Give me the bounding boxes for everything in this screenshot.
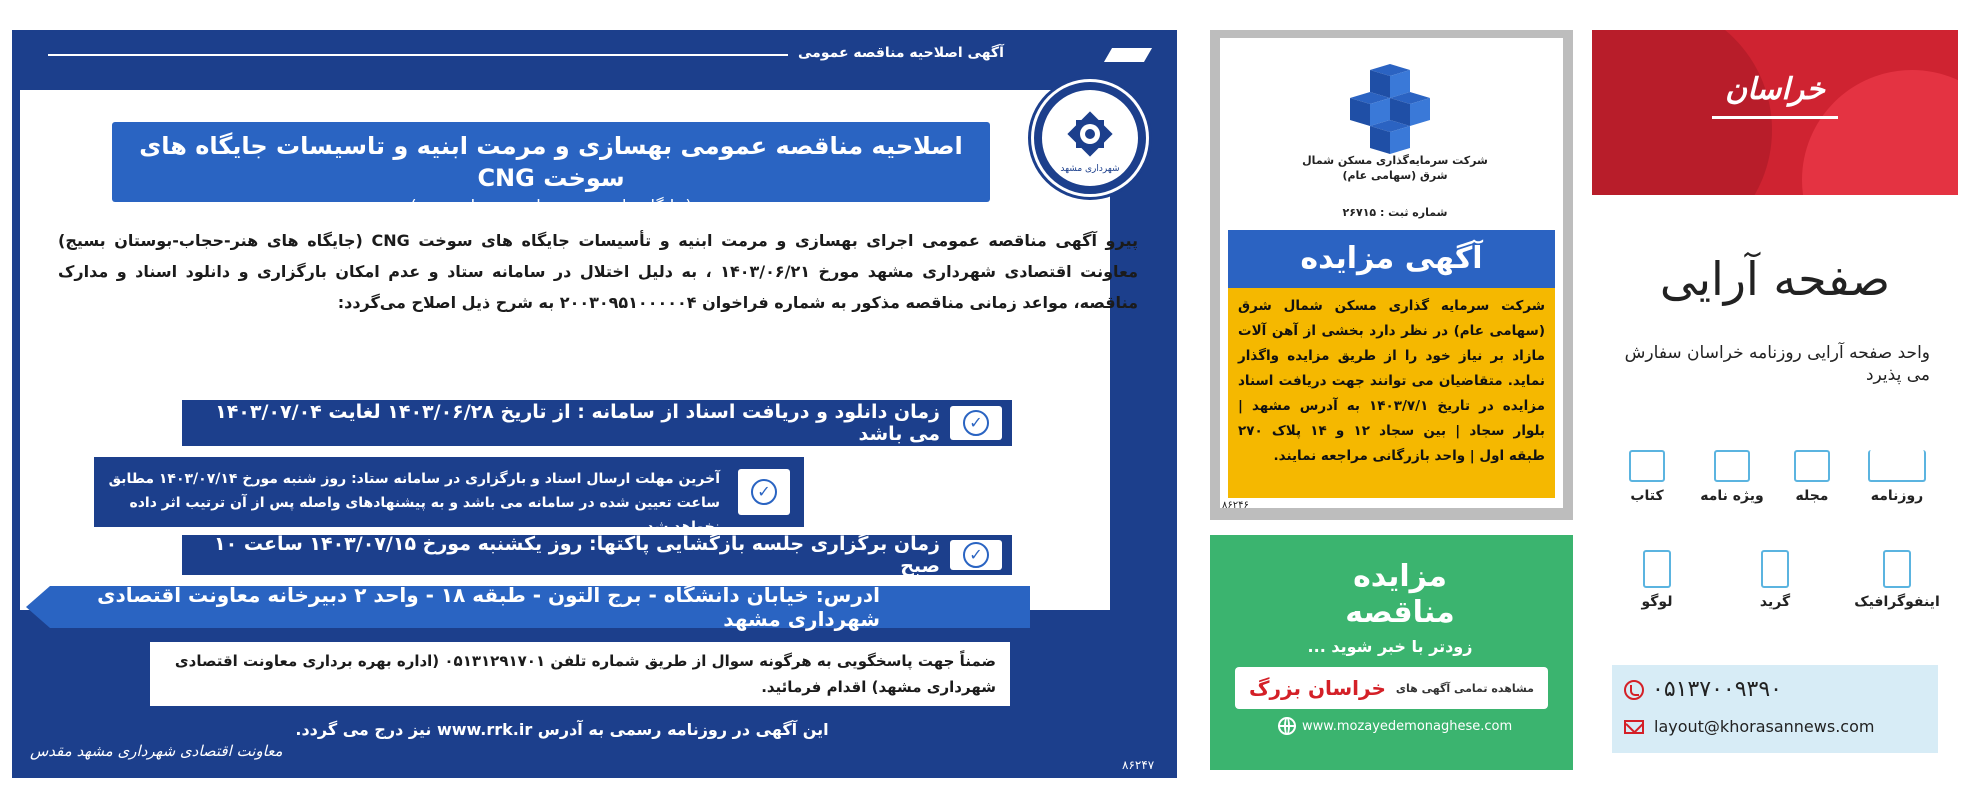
tender-title: اصلاحیه مناقصه عمومی بهسازی و مرمت ابنیه و تاسیسات جایگاه های سوخت CNG	[139, 132, 963, 192]
download-period-row	[182, 400, 1012, 446]
mail-icon	[1624, 720, 1644, 734]
opening-session-text: زمان برگزاری جلسه بازگشایی پاکتها: روز یکشنبه مورخ ۱۴۰۳/۰۷/۱۵ ساعت ۱۰ صبح	[214, 533, 940, 577]
service-special-edition	[1697, 450, 1767, 504]
service-infographic	[1852, 550, 1942, 610]
newspaper-icon	[1868, 450, 1926, 482]
service-magazine	[1777, 450, 1847, 504]
phone-row[interactable]	[1624, 677, 1926, 702]
mozayede-cta[interactable]	[1235, 667, 1548, 709]
logo-text-bottom: مناقصه	[1345, 595, 1455, 630]
tender-subtitle: (جایگاه های هنر - حجاب -بوستان بسیج)	[410, 197, 692, 217]
auction-ad	[1210, 30, 1573, 520]
company-cubes-logo-icon	[1330, 64, 1440, 160]
ad-code: ۸۶۲۴۷	[1122, 758, 1155, 772]
phone-number: ۰۵۱۳۷۰۰۹۳۹۰	[1652, 677, 1782, 702]
grid-icon	[1761, 550, 1789, 588]
address-bar-arrow	[26, 586, 50, 628]
layout-subtitle: واحد صفحه آرایی روزنامه خراسان سفارش می پذیرد	[1624, 343, 1930, 385]
email-address: layout@khorasannews.com	[1654, 717, 1875, 736]
cta-small-label: مشاهده تمامی آگهی های	[1395, 681, 1534, 695]
service-grid	[1740, 550, 1810, 610]
service-newspaper	[1862, 450, 1932, 504]
logo-underline	[1712, 116, 1838, 119]
tender-correction-ad	[12, 30, 1177, 778]
logo-service-icon	[1643, 550, 1671, 588]
deadline-row	[94, 457, 804, 535]
phone-icon	[1624, 680, 1644, 700]
opening-session-row	[182, 535, 1012, 575]
mozayede-website-link[interactable]	[1278, 717, 1512, 735]
header-rule	[48, 54, 788, 56]
tender-header-strip	[48, 44, 1148, 64]
checkmark-box	[950, 540, 1002, 570]
deadline-text: آخرین مهلت ارسال اسناد و بارگزاری در سامانه ستاد: روز شنبه مورخ ۱۴۰۳/۰۷/۱۴ مطابق ساعت تعیین شده در سامانه می باشد و به پیشنهادهای واصله پس از آن ترتیب اثر داده نخواهد شد.	[108, 471, 720, 535]
auction-inner-panel	[1220, 38, 1563, 511]
emblem-caption: شهرداری مشهد	[1060, 164, 1120, 174]
book-icon	[1629, 450, 1665, 482]
header-stripe-decor	[1104, 48, 1152, 62]
service-label: اینفوگرافیک	[1854, 594, 1940, 610]
special-edition-icon	[1714, 450, 1750, 482]
tender-title-box	[112, 122, 990, 217]
service-label: روزنامه	[1870, 488, 1924, 504]
auction-body-text: شرکت سرمایه گذاری مسکن شمال شرق (سهامی عام) در نظر دارد بخشی از آهن آلات مازاد بر نیاز خود را از طریق مزایده واگذار نماید. متقاضیان می توانند جهت دریافت اسناد مزایده در تاریخ ۱۴۰۳/۷/۱ به آدرس مشهد | بلوار سجاد | بین سجاد ۱۲ و ۱۴ پلاک ۲۷۰ طبقه اول | واحد بازرگانی مراجعه نمایند.	[1228, 288, 1555, 498]
service-label: لوگو	[1641, 594, 1673, 610]
mozayede-monaghese-ad	[1210, 535, 1573, 770]
cta-brand-label: خراسان بزرگ	[1249, 676, 1386, 700]
mozayede-tagline: زودتر با خبر شوید ...	[1307, 637, 1473, 656]
municipality-emblem	[1034, 82, 1146, 194]
contact-panel	[1612, 665, 1938, 753]
service-label: کتاب	[1630, 488, 1664, 504]
auction-company-name: شرکت سرمایه‌گذاری مسکن شمال شرق (سهامی عام)	[1302, 154, 1488, 182]
check-icon: ✓	[963, 542, 989, 568]
service-label: ویژه نامه	[1700, 488, 1764, 504]
layout-services-ad	[1592, 30, 1958, 778]
contact-box: ضمناً جهت پاسخگویی به هرگونه سوال از طریق شماره تلفن ۰۵۱۳۱۲۹۱۷۰۱ (اداره بهره برداری معاونت اقتصادی شهرداری مشهد) اقدام فرمائید.	[150, 642, 1010, 706]
mozayede-monaghese-logo	[1310, 559, 1490, 631]
auction-ad-code: ۸۶۲۴۶	[1222, 500, 1249, 511]
tender-body-text: پیرو آگهی مناقصه عمومی اجرای بهسازی و مرمت ابنیه و تأسیسات جایگاه های سوخت CNG (جایگاه های هنر-حجاب-بوستان بسیج) معاونت اقتصادی شهرداری مشهد مورخ ۱۴۰۳/۰۶/۲۱ ، به دلیل اختلال در سامانه ستاد و عدم امکان بارگزاری و دانلود اسناد و مدارک مناقصه، مواعد زمانی مناقصه مذکور به شماره فراخوان ۲۰۰۳۰۹۵۱۰۰۰۰۰۴ به شرح ذیل اصلاح می‌گردد:	[58, 231, 1138, 312]
website-url: www.mozayedemonaghese.com	[1302, 718, 1513, 734]
download-period-text: زمان دانلود و دریافت اسناد از سامانه : از تاریخ ۱۴۰۳/۰۶/۲۸ لغایت ۱۴۰۳/۰۷/۰۴ می باشد	[215, 401, 940, 445]
layout-title: صفحه آرایی	[1659, 252, 1891, 306]
address-bar	[50, 583, 1030, 631]
checkmark-box	[950, 406, 1002, 440]
address-text: آدرس: خیابان دانشگاه - برج آلتون - طبقه ۱۸ - واحد ۲ دبیرخانه معاونت اقتصادی شهرداری مشهد	[97, 583, 880, 631]
magazine-icon	[1794, 450, 1830, 482]
tender-header-label: آگهی اصلاحیه مناقصه عمومی	[798, 45, 1004, 61]
khorasan-logo: خراسان	[1725, 72, 1825, 107]
checkmark-box	[738, 469, 790, 515]
auction-registration-number: شماره ثبت : ۲۶۷۱۵	[1342, 206, 1448, 219]
auction-banner: آگهی مزایده	[1228, 230, 1555, 288]
khorasan-brand-box	[1592, 30, 1958, 195]
published-note: این آگهی در روزنامه رسمی به آدرس www.rrk.ir نیز درج می گردد.	[295, 720, 829, 739]
brand-decor-curve	[1592, 30, 1772, 195]
logo-text-top: مزایده	[1353, 559, 1447, 594]
check-icon: ✓	[963, 410, 989, 436]
check-icon: ✓	[751, 479, 777, 505]
service-label: مجله	[1795, 488, 1829, 504]
service-book	[1612, 450, 1682, 504]
signature: معاونت اقتصادی شهرداری مشهد مقدس	[30, 742, 283, 760]
email-row[interactable]	[1624, 717, 1926, 736]
service-label: گرید	[1759, 594, 1791, 610]
mashhad-municipality-logo-icon	[1060, 104, 1120, 164]
globe-icon	[1278, 717, 1296, 735]
infographic-icon	[1883, 550, 1911, 588]
service-logo	[1622, 550, 1692, 610]
